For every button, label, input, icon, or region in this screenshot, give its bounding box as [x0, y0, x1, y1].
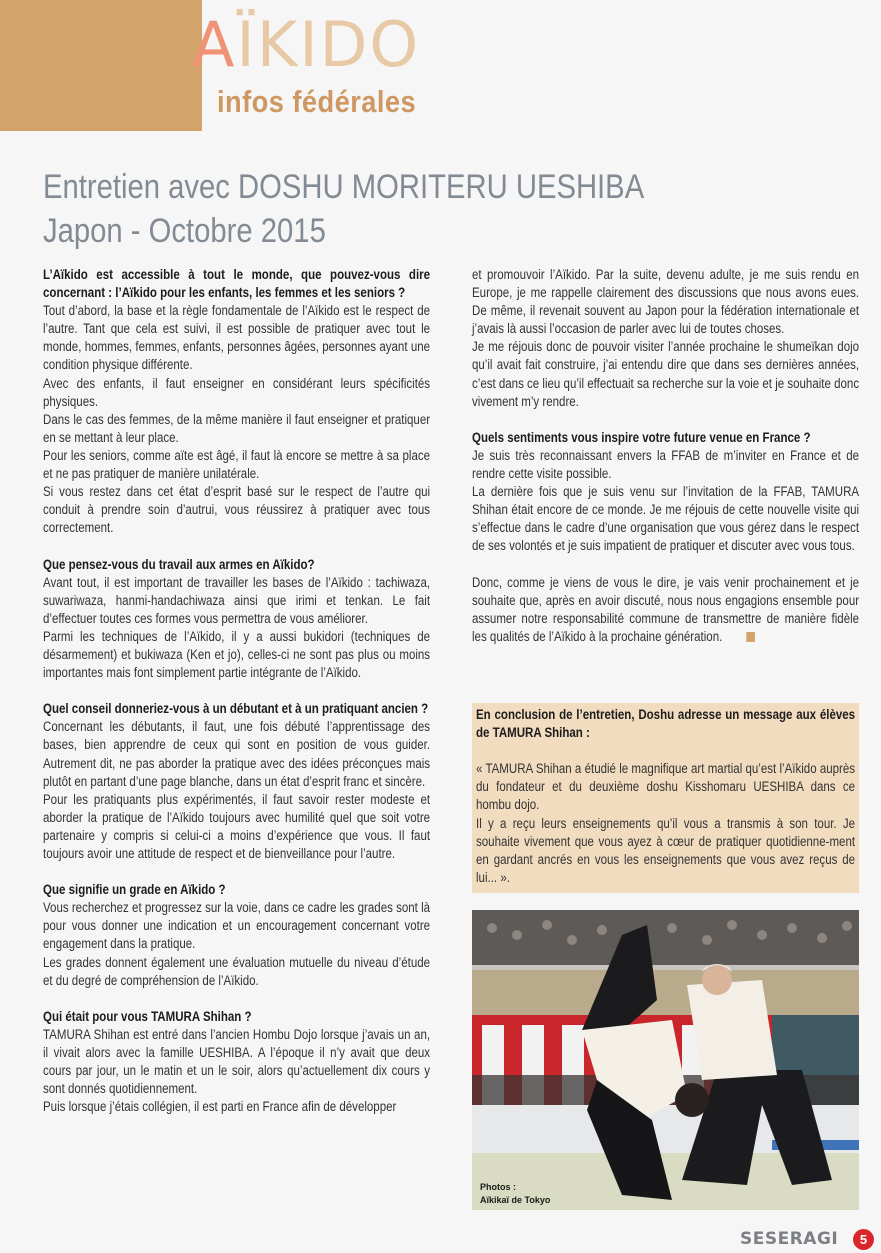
paragraph-spacer — [472, 411, 859, 429]
photo-illustration — [472, 910, 859, 1210]
interview-answer — [472, 447, 859, 483]
paragraph-spacer — [472, 556, 859, 574]
conclusion-heading: En conclusion de l’entretien, Doshu adresse un message aux élèves de TAMURA Shihan : — [476, 707, 856, 741]
interview-answer — [43, 483, 430, 537]
paragraph-text: Concernant les débutants, il faut, une fois débuté l’apprentissage des bases, bien apprendre de ceux qui sont en position de vous guider. Autrement dit, ne pas aborder la pratique avec des idées préconçues mais plutôt en partant d’une page blanche, dans un état d’esprit franc et sincère. — [43, 719, 431, 789]
article-title — [43, 165, 714, 253]
logo-letter-a: A — [192, 8, 237, 81]
conclusion-box — [472, 703, 859, 893]
photo-railing — [472, 965, 859, 970]
right-column — [472, 266, 859, 646]
interview-answer — [43, 1098, 430, 1116]
paragraph-spacer — [43, 990, 430, 1008]
section-subtitle: infos fédérales — [217, 84, 417, 119]
conclusion-paragraph: Il y a reçu leurs enseignements qu’il vous a transmis à son tour. Je souhaite vivement que vous ayez à cœur de pratiquer quotidienne-ment en gardant ancrés en vous les enseignements que vous avez reçus de lui... ». — [476, 815, 856, 885]
interview-answer — [43, 375, 430, 411]
interview-answer — [43, 574, 430, 628]
logo-letters: ÏKIDO — [236, 8, 421, 81]
aikido-logo — [192, 8, 421, 81]
paragraph-spacer — [43, 537, 430, 555]
interview-answer — [43, 1026, 430, 1098]
interview-answer — [43, 411, 430, 447]
paragraph-text: La dernière fois que je suis venu sur l’invitation de la FFAB, TAMURA Shihan était encore de ce monde. Je me réjouis de cette nouvelle visite qui s’effectue dans le cadre d’une organisation que vous gérez dans le respect de ses volontés et je suis impatient de pratiquer et discuter avec vous tous. — [472, 484, 860, 554]
interview-question — [43, 700, 430, 718]
paragraph-spacer — [43, 863, 430, 881]
left-column — [43, 266, 430, 1116]
interview-question — [472, 429, 859, 447]
photo-doshu-head — [702, 965, 732, 995]
interview-answer — [43, 447, 430, 483]
photo-uke-head — [675, 1083, 709, 1117]
interview-question — [43, 881, 430, 899]
interview-question — [43, 556, 430, 574]
paragraph-text: Parmi les techniques de l’Aïkido, il y a aussi bukidori (techniques de désarmement) et bukiwaza (Ken et jo), celles-ci ne sont pas plus ou moins importantes mais font simplement partie intégrante de l’Aïkido. — [43, 628, 431, 681]
paragraph-text: et promouvoir l’Aïkido. Par la suite, devenu adulte, je me suis rendu en Europe, je me rappelle clairement des discussions que nous avons eues. De même, il revenait souvent au Japon pour la fédération internationale et j’avais là aussi l’occasion de parler avec lui de toutes choses. — [472, 267, 860, 337]
paragraph-text: Que signifie un grade en Aïkido ? — [43, 882, 226, 898]
paragraph-text: Si vous restez dans cet état d’esprit basé sur le respect de l’autre qui conduit à prendre soin d’autrui, vous réussirez à pratiquer avec tous correctement. — [43, 484, 431, 536]
interview-answer — [43, 302, 430, 374]
column-text — [472, 266, 859, 646]
paragraph-text: Je me réjouis donc de pouvoir visiter l’année prochaine le shumeïkan dojo qu’il avait fait construire, j’ai entendu dire que dans ses dernières années, c’est dans ce lieu qu’il effectuait sa recherche sur la voie et je souhaite donc vivement m’y rendre. — [472, 339, 860, 409]
interview-question — [43, 266, 430, 302]
paragraph-text: Quels sentiments vous inspire votre future venue en France ? — [472, 429, 811, 445]
paragraph-text: Puis lorsque j’étais collégien, il est parti en France afin de développer — [43, 1099, 397, 1115]
aikido-photo — [472, 910, 859, 1210]
conclusion-paragraph: « TAMURA Shihan a étudié le magnifique art martial qu’est l’Aïkido auprès du fondateur et du deuxième doshu Kisshomaru UESHIBA dans ce hombu dojo. — [476, 761, 856, 813]
paragraph-text: Vous recherchez et progressez sur la voie, dans ce cadre les grades sont là pour vous donner une indication et un encouragement concernant votre engagement dans la pratique. — [43, 900, 431, 952]
interview-answer — [43, 791, 430, 863]
paragraph-spacer — [43, 682, 430, 700]
article-title-line-1: Entretien avec DOSHU MORITERU UESHIBA — [43, 168, 645, 206]
paragraph-text: Je suis très reconnaissant envers la FFAB de m’inviter en France et de rendre cette visite possible. — [472, 447, 860, 482]
paragraph-text: Avec des enfants, il faut enseigner en considérant leurs spécificités physiques. — [43, 375, 431, 409]
paragraph-text: Dans le cas des femmes, de la même manière il faut enseigner et pratiquer en se mettant à leur place. — [43, 411, 431, 445]
photo-credit — [480, 1181, 550, 1207]
interview-answer — [43, 718, 430, 790]
paragraph-text: Avant tout, il est important de travailler les bases de l’Aïkido : tachiwaza, suwariwaza, hanmi-handachiwaza ainsi que irimi et tenkan. Le fait d’effectuer toutes ces formes vous permettra de vous améliorer. — [43, 574, 431, 626]
photo-credit-label: Photos : — [480, 1182, 516, 1192]
interview-answer — [472, 338, 859, 410]
magazine-logo: SESERAGI — [740, 1229, 839, 1249]
paragraph-text: Pour les seniors, comme aïte est âgé, il faut là encore se mettre à sa place et ne pas pratiquer de manière unilatérale. — [43, 447, 431, 482]
column-text — [43, 266, 430, 1116]
paragraph-text: L’Aïkido est accessible à tout le monde, que pouvez-vous dire concernant : l’Aïkido pour les enfants, les femmes et les seniors ? — [43, 267, 431, 301]
interview-question — [43, 1008, 430, 1026]
article-title-line-2: Japon - Octobre 2015 — [43, 212, 326, 250]
paragraph-text: Tout d’abord, la base et la règle fondamentale de l’Aïkido est le respect de l’autre. Tant que cela est suivi, il est possible de pratiquer avec tout le monde, hommes, femmes, enfants, personnes âgées, personnes ayant une condition physique différente. — [43, 303, 431, 373]
page-number-badge: 5 — [853, 1229, 874, 1250]
photo-wall — [472, 970, 859, 1015]
paragraph-text: Les grades donnent également une évaluation mutuelle du niveau d’étude et du degré de compréhension de l’Aïkido. — [43, 954, 431, 988]
paragraph-text: Quel conseil donneriez-vous à un débutant et à un pratiquant ancien ? — [43, 701, 429, 717]
paragraph-text: TAMURA Shihan est entré dans l’ancien Hombu Dojo lorsque j’avais un an, il vivait alors avec la famille UESHIBA. A l’époque il n’y avait que deux cours par jour, un le matin et un le soir, alors qu’actuellement dix cours y sont donnés quotidiennement. — [43, 1026, 431, 1097]
paragraph-text: Pour les pratiquants plus expérimentés, il faut savoir rester modeste et aborder la pratique de l’Aïkido toujours avec humilité quel que soit votre partenaire y compris si celui-ci a moins d’expérience que vous. Il faut toujours avoir une attitude de respect et de bienveillance pour l’autre. — [43, 791, 431, 861]
article-end-square-icon — [746, 632, 755, 642]
interview-answer — [472, 483, 859, 555]
interview-answer — [472, 574, 859, 646]
photo-credit-source: Aïkikaï de Tokyo — [480, 1195, 551, 1205]
interview-answer — [43, 899, 430, 953]
paragraph-text: Que pensez-vous du travail aux armes en Aïkido? — [43, 556, 315, 572]
paragraph-text: Qui était pour vous TAMURA Shihan ? — [43, 1008, 252, 1024]
photo-crowd — [472, 910, 859, 970]
header-color-block — [0, 0, 202, 131]
spacer — [476, 742, 855, 760]
photo-doshu-keikogi — [687, 980, 777, 1080]
interview-answer — [43, 628, 430, 682]
interview-answer — [43, 954, 430, 990]
paragraph-text: Donc, comme je viens de vous le dire, je vais venir prochainement et je souhaite que, après en avoir discuté, nous nous engagions ensemble pour assumer notre responsabilité commune de transmettre de manière fidèle les qualités de l’Aïkido à la prochaine génération. — [472, 574, 860, 644]
interview-answer — [472, 266, 859, 338]
